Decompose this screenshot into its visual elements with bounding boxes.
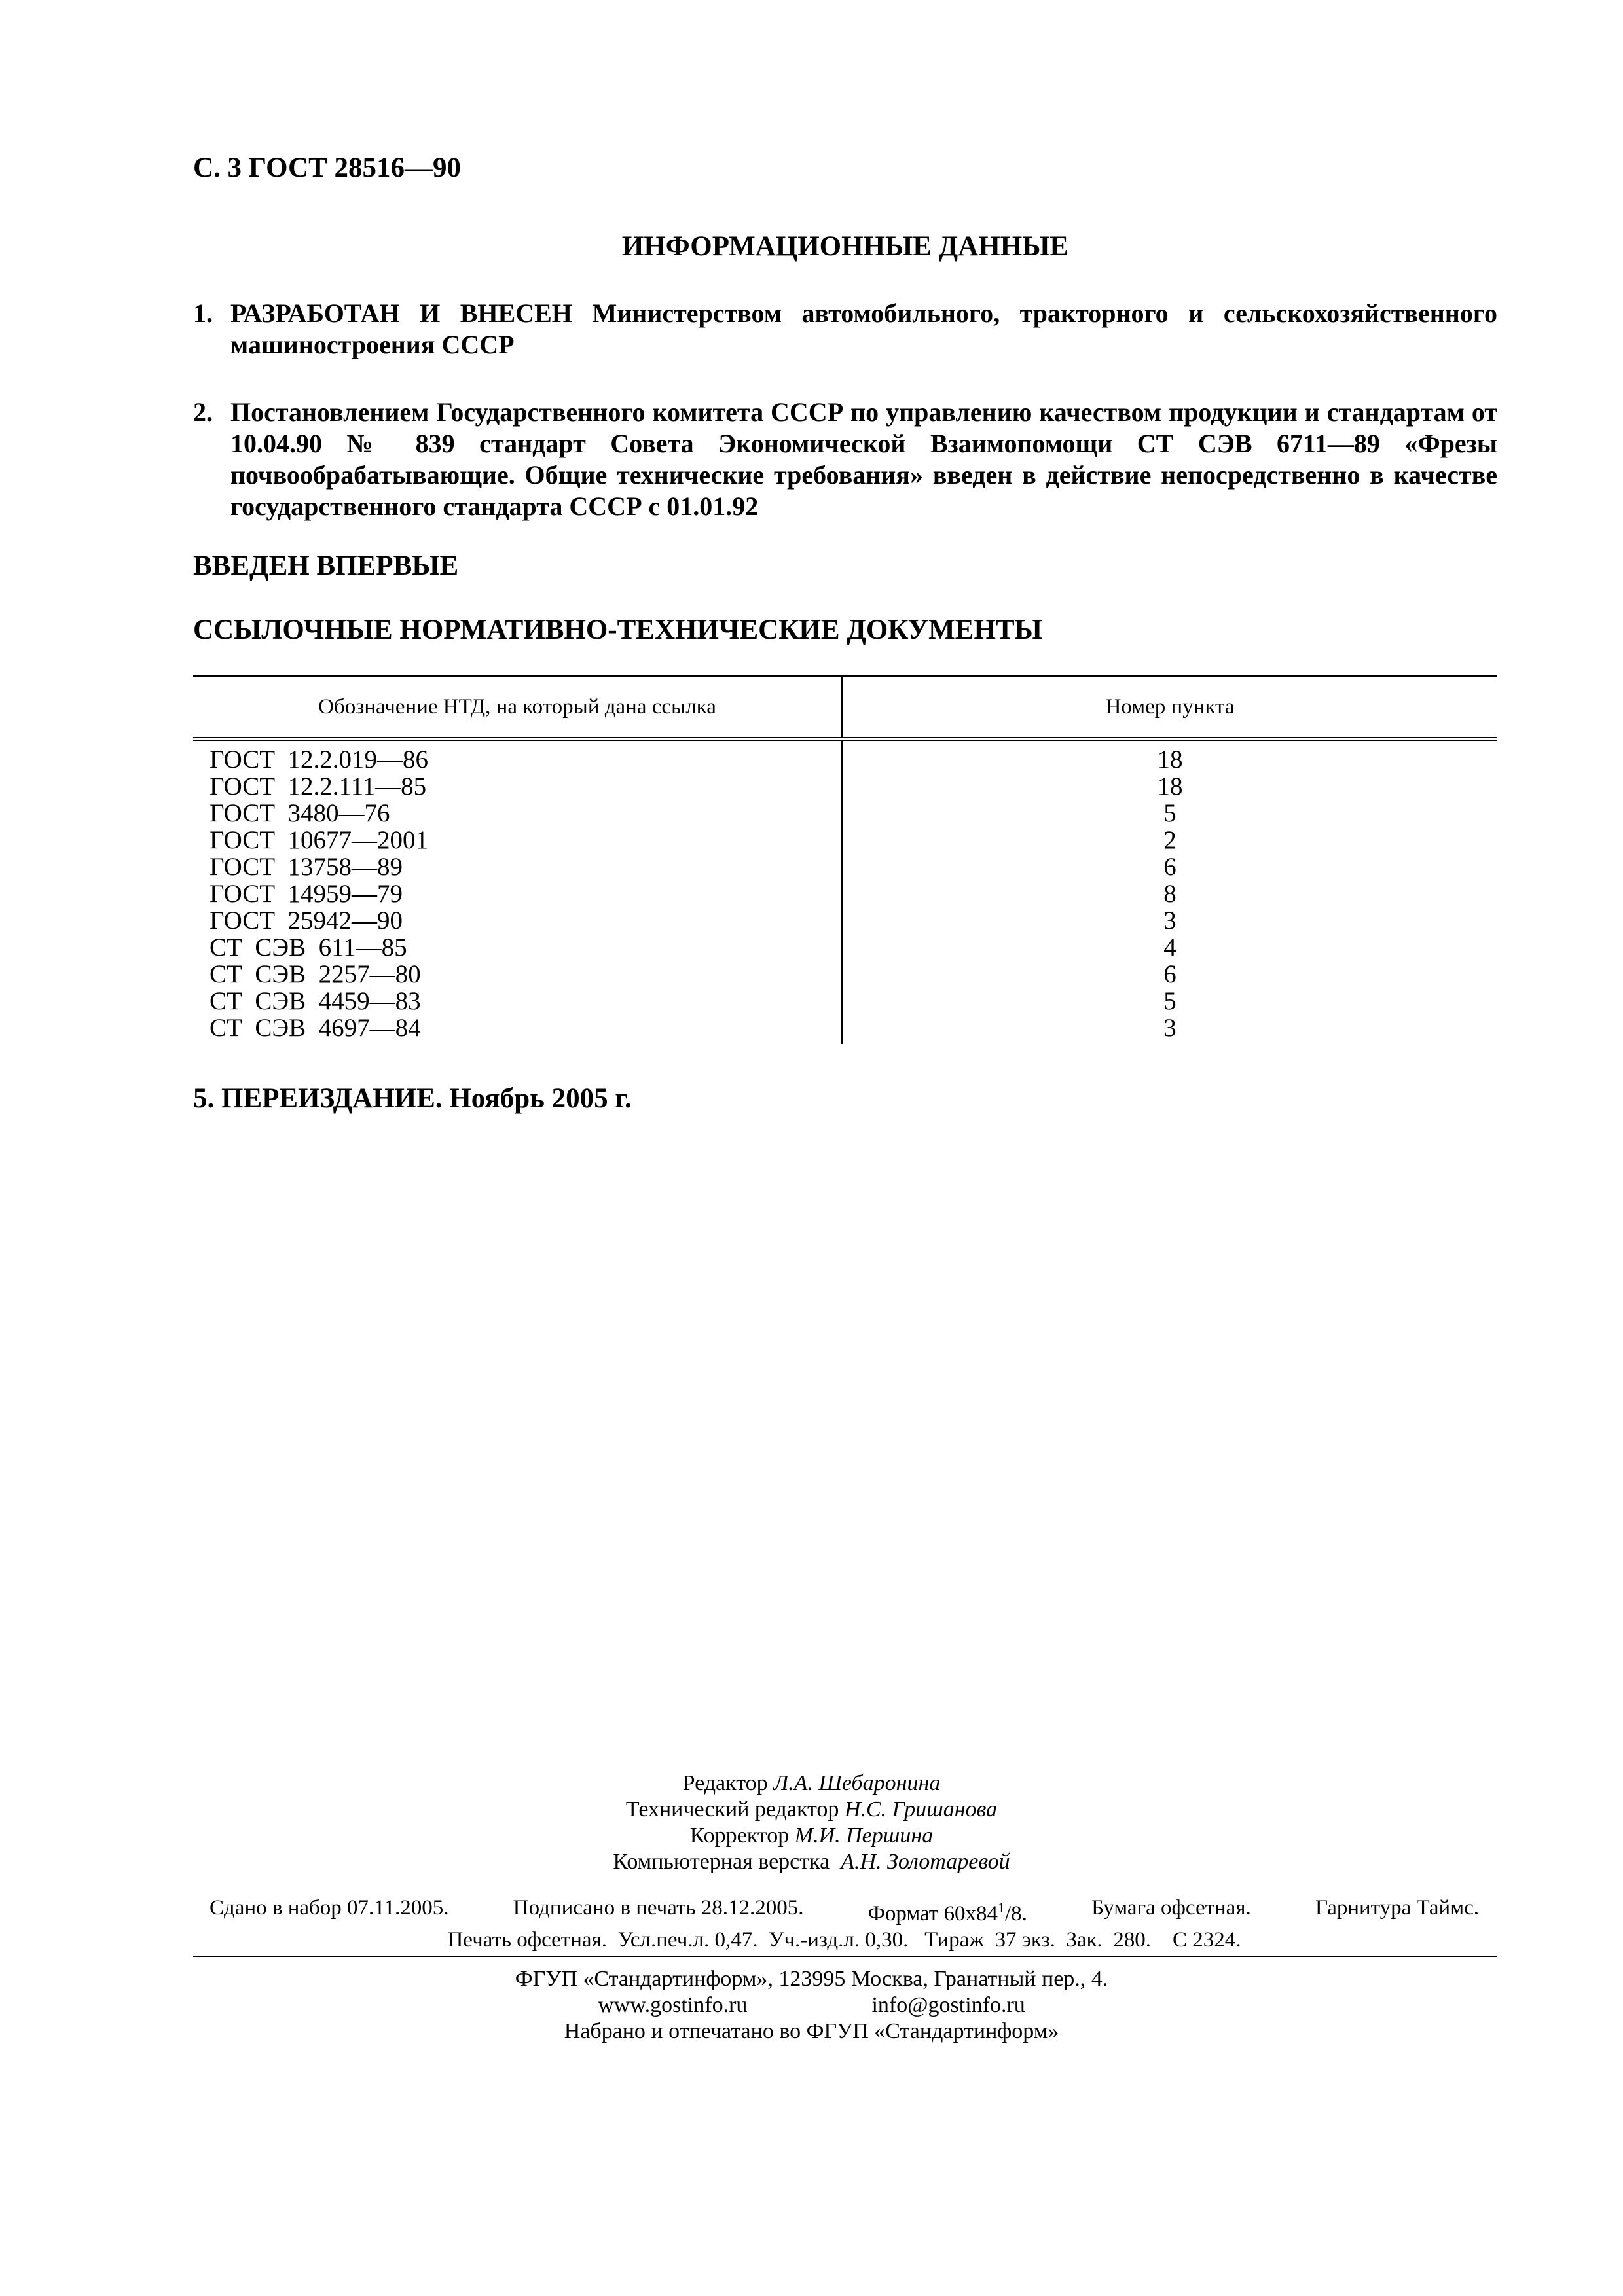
- credit-layout: [0, 1849, 1623, 1875]
- contact-line: [0, 1992, 1623, 2018]
- section-title: ИНФОРМАЦИОННЫЕ ДАННЫЕ: [621, 231, 1069, 262]
- pub-font: Гарнитура Таймс.: [1315, 1896, 1479, 1920]
- credit-label: Компьютерная верстка: [613, 1850, 830, 1874]
- item-number: 2.: [193, 397, 213, 427]
- footer: [0, 1966, 1623, 2045]
- table-cell-item: 6: [1163, 853, 1176, 881]
- table-cell-doc: ГОСТ 25942—90: [210, 906, 403, 935]
- credits-block: [0, 1770, 1623, 1875]
- table-header: [193, 675, 1497, 741]
- table-body: [193, 741, 1497, 1044]
- table-cell-doc: СТ СЭВ 2257—80: [210, 960, 421, 988]
- item-number: 1.: [193, 298, 213, 328]
- credit-tech-editor: [0, 1797, 1623, 1823]
- column-header-doc: Обозначение НТД, на который дана ссылка: [193, 677, 843, 737]
- pub-signed: Подписано в печать 28.12.2005.: [513, 1896, 804, 1920]
- column-header-item: Номер пункта: [1105, 694, 1235, 719]
- table-cell-item: 18: [1157, 745, 1183, 774]
- doc-column: [193, 741, 843, 1044]
- table-cell-doc: СТ СЭВ 4697—84: [210, 1014, 421, 1042]
- table-cell-doc: ГОСТ 3480—76: [210, 799, 390, 827]
- table-cell-item: 2: [1163, 826, 1176, 854]
- credit-person: Н.С. Гришанова: [844, 1797, 998, 1821]
- table-cell-doc: ГОСТ 10677—2001: [210, 826, 429, 854]
- printed-by: Набрано и отпечатано во ФГУП «Стандартинформ»: [564, 2019, 1059, 2043]
- introduced-heading: ВВЕДЕН ВПЕРВЫЕ: [193, 550, 459, 581]
- info-item-2: [193, 397, 1497, 522]
- info-item-1: [193, 298, 1497, 361]
- pub-format: [868, 1895, 1027, 1927]
- table-cell-doc: СТ СЭВ 611—85: [210, 933, 407, 961]
- item-text: Постановлением Государственного комитета СССР по управлению качеством продукции и стандартам от 10.04.90 № 839 стандарт Совета Экономической Взаимопомощи СТ СЭВ 6711—89 «Фрезы почвообрабатывающие. Общие технические требования» введен в действие непосредственно в качестве государственного стандарта СССР с 01.01.92: [230, 397, 1497, 521]
- table-cell-item: 8: [1163, 880, 1176, 908]
- table-cell-item: 5: [1163, 987, 1176, 1015]
- item-column: [843, 741, 1497, 1044]
- pub-paper: Бумага офсетная.: [1091, 1896, 1251, 1920]
- credit-corrector: [0, 1823, 1623, 1849]
- item-text: РАЗРАБОТАН И ВНЕСЕН Министерством автомобильного, тракторного и сельскохозяйственного машиностроения СССР: [230, 298, 1497, 359]
- table-cell-doc: ГОСТ 14959—79: [210, 880, 403, 908]
- divider: [193, 1956, 1497, 1957]
- credit-person: Л.А. Шебаронина: [773, 1771, 941, 1795]
- table-cell-doc: СТ СЭВ 4459—83: [210, 987, 421, 1015]
- credit-editor: [0, 1770, 1623, 1797]
- table-cell-item: 4: [1163, 933, 1176, 961]
- format-prefix: Формат 60x84: [867, 1902, 998, 1926]
- table-cell-item: 18: [1157, 772, 1183, 800]
- credit-label: Корректор: [689, 1823, 790, 1848]
- credit-person: А.Н. Золотаревой: [841, 1850, 1010, 1874]
- page-header: С. 3 ГОСТ 28516—90: [193, 152, 462, 183]
- table-cell-item: 3: [1163, 906, 1176, 935]
- table-cell-item: 3: [1163, 1014, 1176, 1042]
- pub-line-1: [210, 1895, 1479, 1927]
- reissue-note: 5. ПЕРЕИЗДАНИЕ. Ноябрь 2005 г.: [193, 1083, 632, 1114]
- references-table: [193, 675, 1497, 1044]
- format-sup: 1: [997, 1899, 1005, 1916]
- credit-label: Редактор: [682, 1771, 768, 1795]
- table-cell-item: 5: [1163, 799, 1176, 827]
- table-cell-doc: ГОСТ 12.2.111—85: [210, 772, 427, 800]
- publisher-address: ФГУП «Стандартинформ», 123995 Москва, Гранатный пер., 4.: [515, 1967, 1108, 1991]
- credit-person: М.И. Першина: [794, 1823, 934, 1848]
- format-suffix: /8.: [1004, 1902, 1027, 1926]
- table-cell-doc: ГОСТ 12.2.019—86: [210, 745, 429, 774]
- email-link[interactable]: info@gostinfo.ru: [871, 1993, 1025, 2017]
- credit-label: Технический редактор: [625, 1797, 839, 1821]
- refs-heading: ССЫЛОЧНЫЕ НОРМАТИВНО-ТЕХНИЧЕСКИЕ ДОКУМЕНТЫ: [193, 615, 1042, 645]
- table-cell-doc: ГОСТ 13758—89: [210, 853, 403, 881]
- website-link[interactable]: www.gostinfo.ru: [598, 1993, 748, 2017]
- pub-line-2: Печать офсетная. Усл.печ.л. 0,47. Уч.-изд.л. 0,30. Тираж 37 экз. Зак. 280. С 2324.: [447, 1928, 1241, 1952]
- pub-submitted: Сдано в набор 07.11.2005.: [210, 1896, 449, 1920]
- publication-info: [210, 1895, 1479, 1953]
- table-cell-item: 6: [1163, 960, 1176, 988]
